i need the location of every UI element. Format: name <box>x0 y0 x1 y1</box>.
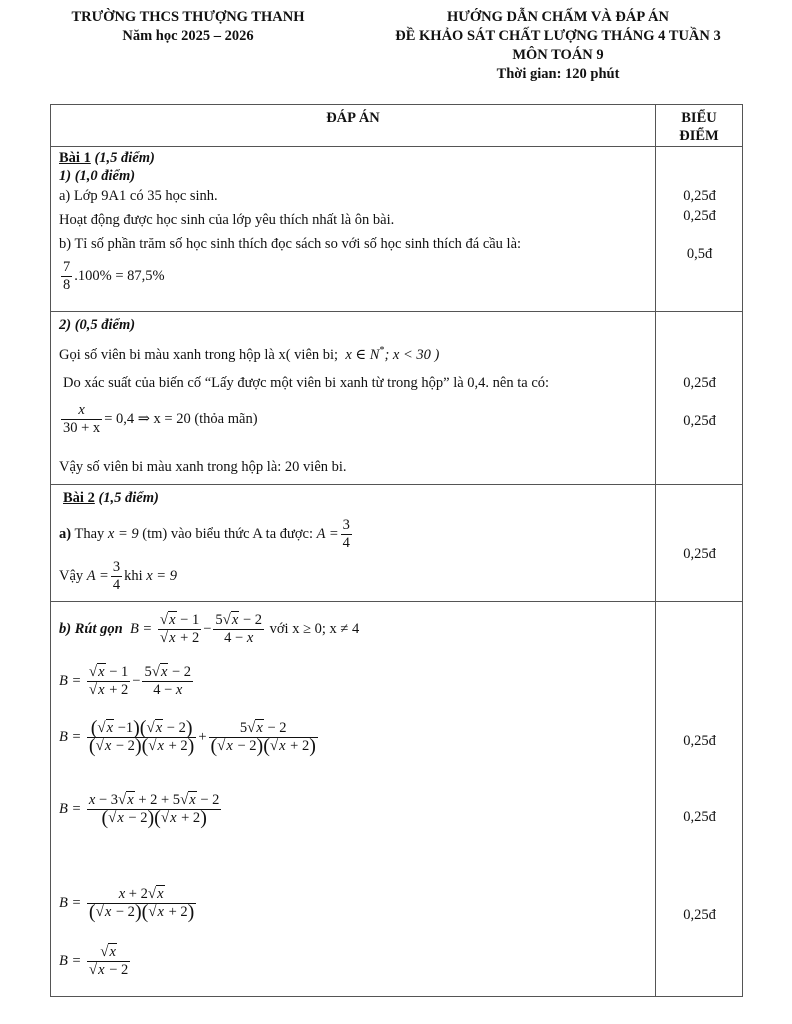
bai2-a-line2: Vậy A = $\frac{3}{4}$ khi x = 9 <box>59 559 177 593</box>
school-name: TRƯỜNG THCS THƯỢNG THANH <box>71 9 305 25</box>
score-bai1-b: 0,5đ <box>686 246 713 262</box>
school-block <box>28 8 348 46</box>
score-bai1-a2: 0,25đ <box>683 208 716 224</box>
answer-column-header: ĐÁP ÁN <box>51 105 656 147</box>
bai1-part2-line1: Gọi số viên bi màu xanh trong hộp là x( viên bi; x ∈ N*; x < 30 ) <box>59 345 440 363</box>
score-column-header: BIỂU ĐIỂM <box>656 105 743 147</box>
document-header <box>0 8 792 88</box>
bai2-title-line: Bài 2 (1,5 điểm) <box>63 490 159 506</box>
score-bai2-b1: 0,25đ <box>683 733 716 749</box>
school-year: Năm học 2025 – 2026 <box>122 28 254 44</box>
bai1-part1-cell <box>51 147 655 311</box>
score-bai2-b2: 0,25đ <box>683 809 716 825</box>
bai1-a2: Hoạt động được học sinh của lớp yêu thích nhất là ôn bài. <box>59 212 395 228</box>
bai1-part1-scores <box>656 147 742 311</box>
exam-time: Thời gian: 120 phút <box>496 66 620 82</box>
score-bai2-a: 0,25đ <box>683 546 716 562</box>
subject: MÔN TOÁN 9 <box>512 47 604 63</box>
bai1-a: a) Lớp 9A1 có 35 học sinh. <box>59 188 218 204</box>
bai1-part2-heading: 2) (0,5 điểm) <box>59 317 136 333</box>
score-bai1-p2a: 0,25đ <box>683 375 716 391</box>
bai2-a-scores <box>656 485 742 601</box>
bai1-part2-cell <box>51 312 655 484</box>
bai1-part2-conclusion: Vậy số viên bi màu xanh trong hộp là: 20 viên bi. <box>59 459 347 475</box>
bai2-b-result: B = $\frac{√x}{√x - 2}$ <box>59 944 129 978</box>
score-bai2-b3: 0,25đ <box>683 907 716 923</box>
bai2-b-step1: B = $\frac{√x - 1}{√x + 2}$ − $\frac{5√x - 2}{4 - x}$ <box>59 664 192 698</box>
score-bai1-a: 0,25đ <box>683 188 716 204</box>
bai1-part2-scores <box>656 312 742 484</box>
bai1-title-line: Bài 1 (1,5 điểm) <box>59 150 155 166</box>
bai2-a-line1: a) Thay x = 9 (tm) vào biểu thức A ta được: A = $\frac{3}{4}$ <box>59 517 350 551</box>
score-bai1-p2b: 0,25đ <box>683 413 716 429</box>
bai2-a-cell <box>51 485 655 601</box>
exam-block <box>338 8 778 84</box>
answer-table <box>50 104 743 997</box>
exam-title: ĐỀ KHẢO SÁT CHẤT LƯỢNG THÁNG 4 TUẦN 3 <box>395 28 721 44</box>
bai1-b: b) Tỉ số phần trăm số học sinh thích đọc sách so với số học sinh thích đá cầu là: <box>59 236 522 252</box>
bai2-b-cell <box>51 602 655 996</box>
bai1-part1-heading: 1) (1,0 điểm) <box>59 168 136 184</box>
bai1-part2-equation: $\frac{x}{30 + x}$ = 0,4 ⇒ x = 20 (thỏa mãn) <box>63 402 258 436</box>
bai2-b-step3: B = $\frac{x - 3√x + 2 + 5√x - 2}{(√x - 2)(√x + 2)}$ <box>59 792 220 829</box>
guide-title: HƯỚNG DẪN CHẤM VÀ ĐÁP ÁN <box>447 9 669 25</box>
bai1-b-formula: $\frac{7}{8}$ .100% = 87,5% <box>63 259 165 293</box>
bai2-b-scores <box>656 602 742 996</box>
bai1-part2-line2: Do xác suất của biến cố “Lấy được một viên bi xanh từ trong hộp” là 0,4. nên ta có: <box>63 375 550 391</box>
bai2-b-step2: B = $\frac{(√x -1)(√x - 2)}{(√x - 2)(√x + 2)}$ + $\frac{5√x - 2}{(√x - 2)(√x + 2)}$ <box>59 717 316 757</box>
bai2-b-statement: b) Rút gọn B = $\frac{√x - 1}{√x + 2}$ − $\frac{5√x - 2}{4 - x}$ với x ≥ 0; x ≠ 4 <box>59 612 360 646</box>
bai2-b-step4: B = $\frac{x + 2√x}{(√x - 2)(√x + 2)}$ <box>59 886 195 923</box>
